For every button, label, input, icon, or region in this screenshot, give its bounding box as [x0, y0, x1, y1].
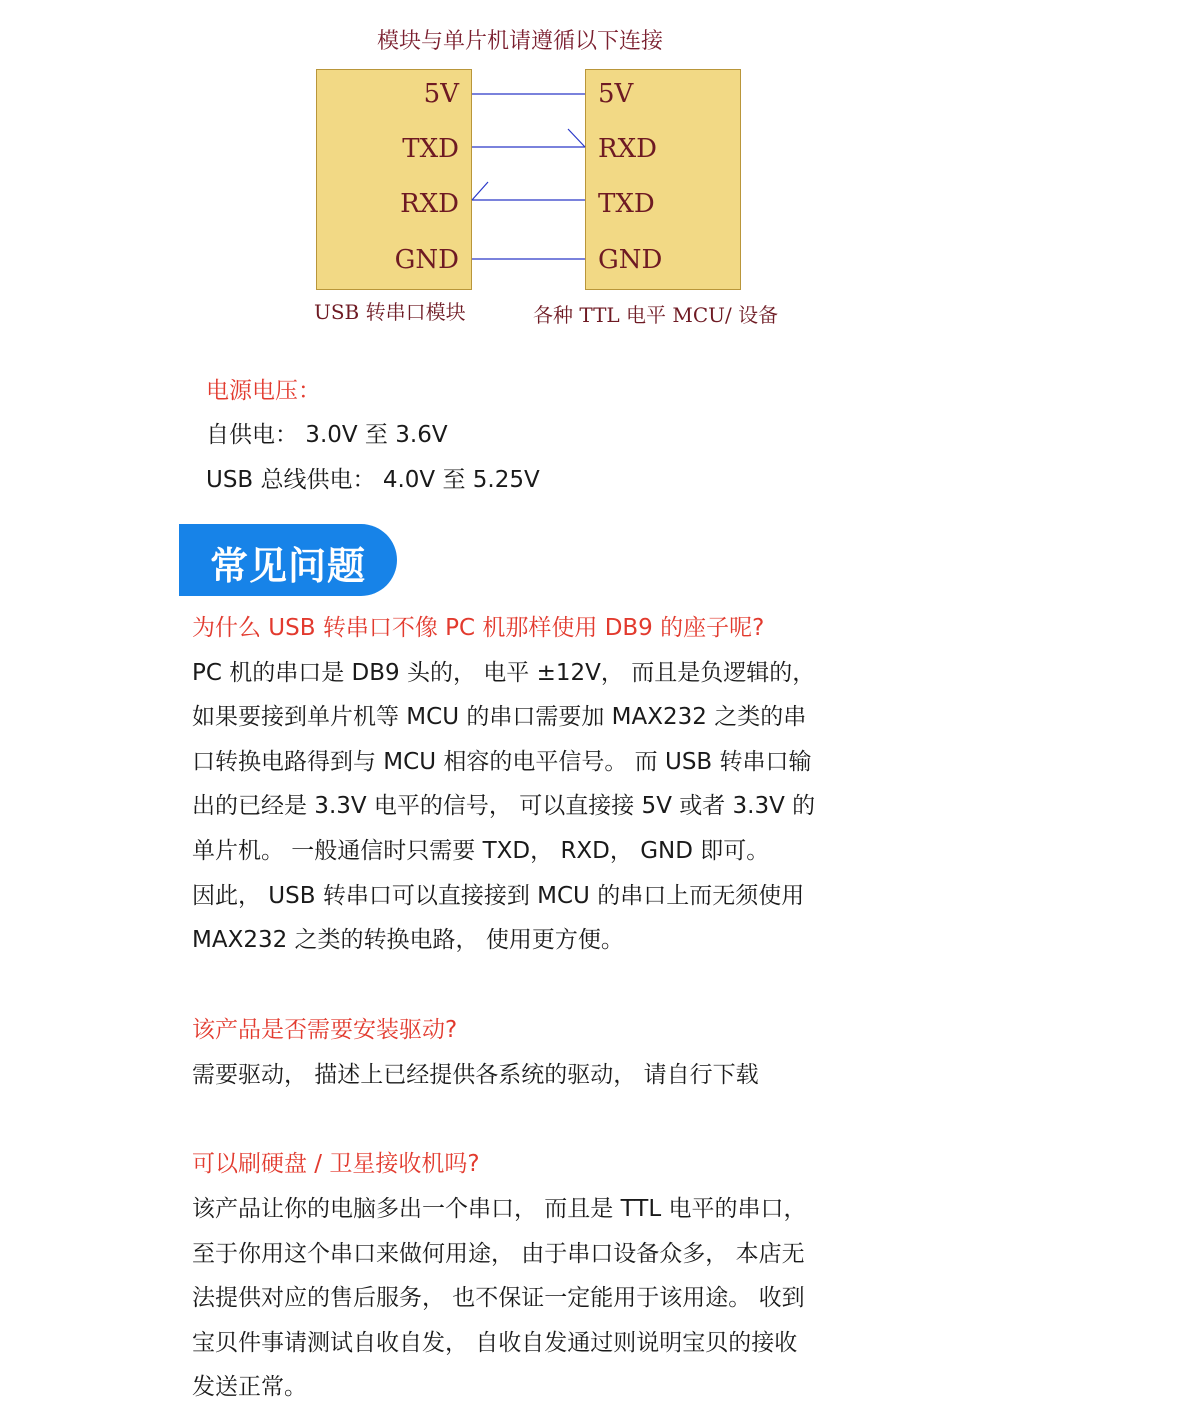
faq-answer-3-line: 该产品让你的电脑多出一个串口， 而且是 TTL 电平的串口， — [192, 1196, 807, 1222]
power-usb-bus: USB 总线供电： 4.0V 至 5.25V — [206, 467, 540, 493]
faq-question-1: 为什么 USB 转串口不像 PC 机那样使用 DB9 的座子呢? — [192, 615, 765, 641]
faq-answer-2-line: 需要驱动， 描述上已经提供各系统的驱动， 请自行下载 — [192, 1062, 759, 1088]
mcu-device-caption: 各种 TTL 电平 MCU/ 设备 — [533, 303, 779, 327]
faq-answer-3-line: 至于你用这个串口来做何用途， 由于串口设备众多， 本店无 — [192, 1241, 805, 1267]
left-pin-txd: TXD — [402, 134, 459, 164]
faq-answer-1-line: PC 机的串口是 DB9 头的， 电平 ±12V， 而且是负逻辑的， — [192, 660, 816, 686]
right-pin-rxd: RXD — [598, 134, 657, 164]
faq-answer-1-line: MAX232 之类的转换电路， 使用更方便。 — [192, 927, 624, 953]
right-pin-txd: TXD — [598, 189, 655, 219]
power-self-supply: 自供电： 3.0V 至 3.6V — [206, 422, 448, 448]
faq-question-2: 该产品是否需要安装驱动? — [192, 1017, 458, 1043]
faq-answer-1-line: 如果要接到单片机等 MCU 的串口需要加 MAX232 之类的串 — [192, 704, 807, 730]
connection-wires — [0, 0, 1189, 300]
faq-question-3: 可以刷硬盘 / 卫星接收机吗? — [192, 1151, 480, 1177]
right-pin-gnd: GND — [598, 245, 663, 275]
right-pin-5v: 5V — [598, 79, 634, 109]
faq-answer-3-line: 发送正常。 — [192, 1374, 307, 1400]
faq-answer-1-line: 单片机。 一般通信时只需要 TXD， RXD， GND 即可。 — [192, 838, 770, 864]
faq-answer-1-line: 口转换电路得到与 MCU 相容的电平信号。 而 USB 转串口输 — [192, 749, 812, 775]
faq-answer-1-line: 出的已经是 3.3V 电平的信号， 可以直接接 5V 或者 3.3V 的 — [192, 793, 816, 819]
faq-banner-title: 常见问题 — [210, 544, 367, 588]
diagram-title: 模块与单片机请遵循以下连接 — [376, 29, 663, 54]
usb-module-caption: USB 转串口模块 — [314, 300, 466, 324]
faq-answer-3-line: 法提供对应的售后服务， 也不保证一定能用于该用途。 收到 — [192, 1285, 805, 1311]
left-pin-rxd: RXD — [400, 189, 459, 219]
faq-answer-3-line: 宝贝件事请测试自收自发， 自收自发通过则说明宝贝的接收 — [192, 1330, 798, 1356]
left-pin-gnd: GND — [394, 245, 459, 275]
faq-answer-1-line: 因此， USB 转串口可以直接接到 MCU 的串口上而无须使用 — [192, 883, 805, 909]
wire-rxd-txd-arrow — [472, 182, 488, 200]
left-pin-5v: 5V — [423, 79, 459, 109]
wire-txd-rxd-arrow — [568, 129, 585, 147]
power-heading: 电源电压： — [206, 378, 321, 404]
